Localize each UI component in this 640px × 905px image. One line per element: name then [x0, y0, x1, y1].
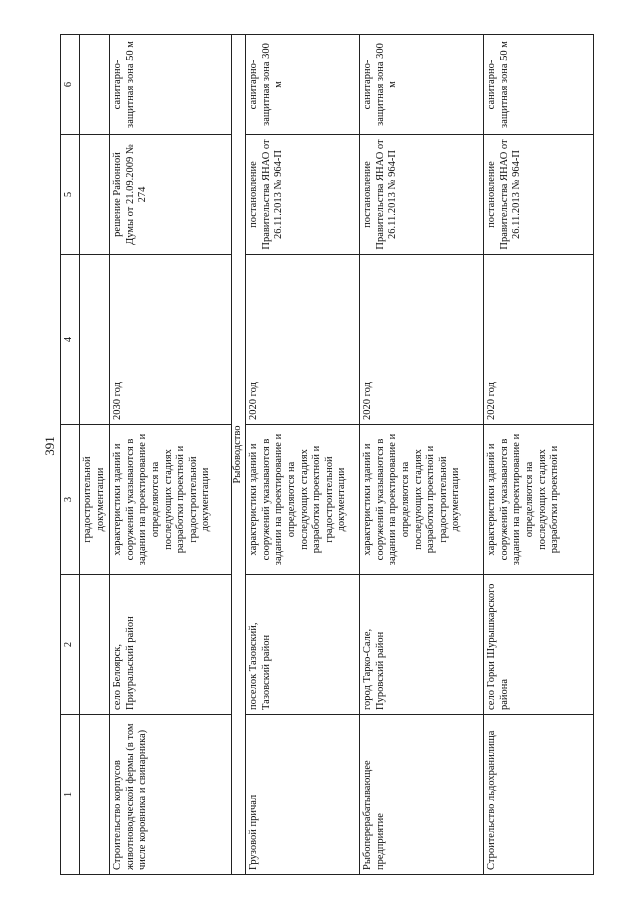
facility-location: село Белоярск, Приуральский район	[110, 575, 232, 715]
facility-basis: постановление Правительства ЯНАО от 26.11.2013 № 964-П	[360, 135, 484, 255]
section-heading: Рыбоводство	[232, 35, 246, 875]
facility-zone: санитарно-защитная зона 300 м	[246, 35, 360, 135]
facility-zone: санитарно-защитная зона 50 м	[484, 35, 594, 135]
column-number-row	[61, 35, 80, 875]
column-number-1: 1	[61, 715, 80, 875]
column-number-2: 2	[61, 575, 80, 715]
facility-basis: решение Районной Думы от 21.09.2009 № 274	[110, 135, 232, 255]
facility-zone: санитарно-защитная зона 300 м	[360, 35, 484, 135]
column-number-3: 3	[61, 425, 80, 575]
table-row	[484, 35, 594, 875]
facility-basis: постановление Правительства ЯНАО от 26.11.2013 № 964-П	[484, 135, 594, 255]
facility-deadline: 2020 год	[360, 255, 484, 425]
facility-location: поселок Тазовский, Тазовский район	[246, 575, 360, 715]
rotated-page-content	[60, 35, 585, 875]
column-number-4: 4	[61, 255, 80, 425]
table-row	[360, 35, 484, 875]
facility-location: город Тарко-Сале, Пуровский район	[360, 575, 484, 715]
continuation-row	[80, 35, 110, 875]
facilities-table	[60, 34, 594, 875]
facility-characteristics: характеристики зданий и сооружений указываются в задании на проектирование и определяются на последующих стадиях разработки проектной и градостроительной документации	[360, 425, 484, 575]
facility-name: Строительство корпусов животноводческой фермы (в том числе коровника и свинарника)	[110, 715, 232, 875]
facility-characteristics: характеристики зданий и сооружений указываются в задании на проектирование и определяются на последующих стадиях разработки проектной и градостроительной документации	[246, 425, 360, 575]
page-number: 391	[42, 436, 57, 456]
facility-deadline: 2020 год	[246, 255, 360, 425]
column-number-5: 5	[61, 135, 80, 255]
facility-name: Строительство льдохранилища	[484, 715, 594, 875]
facility-zone: санитарно-защитная зона 50 м	[110, 35, 232, 135]
facility-name: Грузовой причал	[246, 715, 360, 875]
table-row	[246, 35, 360, 875]
facility-basis: постановление Правительства ЯНАО от 26.11.2013 № 964-П	[246, 135, 360, 255]
facility-deadline: 2020 год	[484, 255, 594, 425]
facility-location: село Горки Шурышкарского района	[484, 575, 594, 715]
facility-deadline: 2030 год	[110, 255, 232, 425]
facility-characteristics: характеристики зданий и сооружений указываются в задании на проектирование и определяются на последующих стадиях разработки проектной и	[484, 425, 594, 575]
table-row	[110, 35, 232, 875]
column-number-6: 6	[61, 35, 80, 135]
facility-characteristics: характеристики зданий и сооружений указываются в задании на проектирование и определяются на последующих стадиях разработки проектной и градостроительной документации	[110, 425, 232, 575]
continued-text: градостроительной документации	[80, 425, 110, 575]
section-row	[232, 35, 246, 875]
facility-name: Рыбоперерабатывающее предприятие	[360, 715, 484, 875]
